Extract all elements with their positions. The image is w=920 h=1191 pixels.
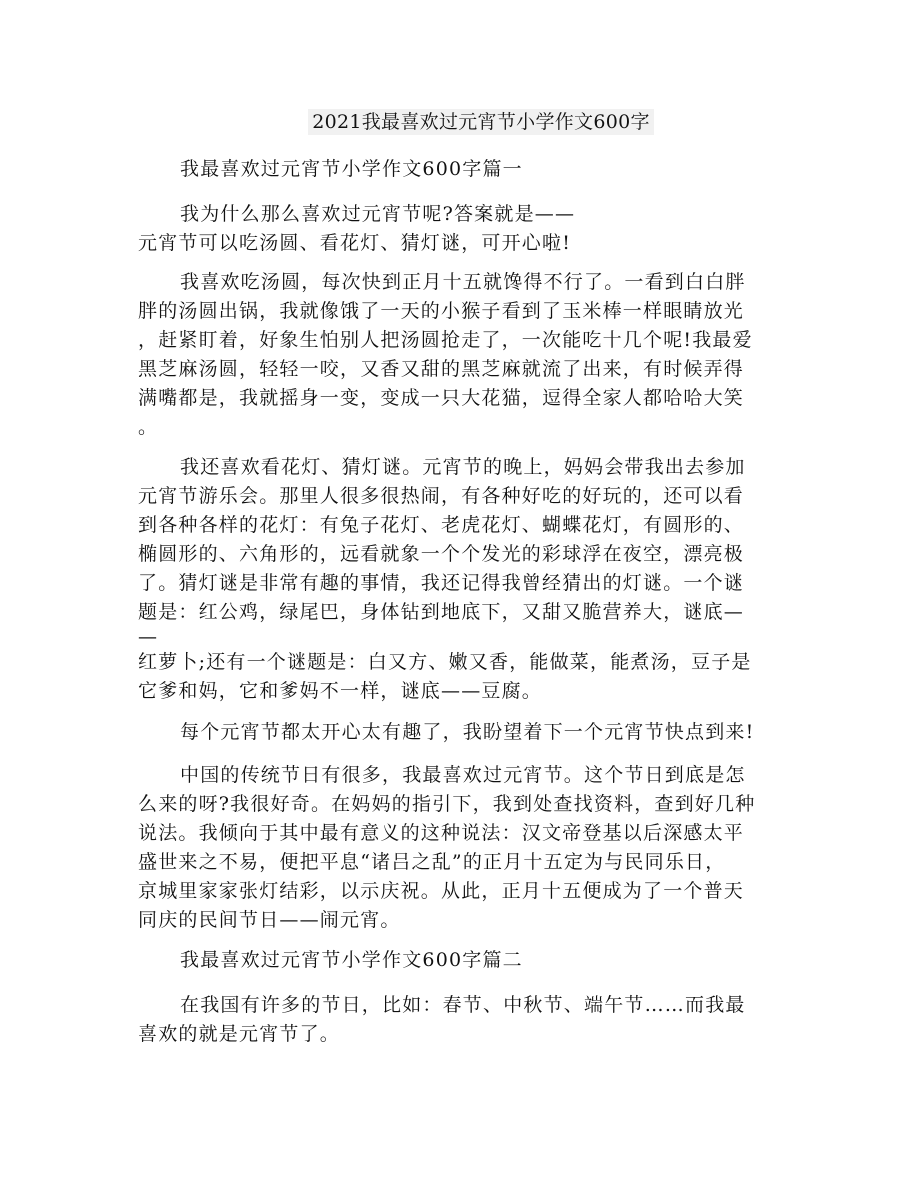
paragraph-line: 说法。我倾向于其中最有意义的这种说法：汉文帝登基以后深感太平	[138, 822, 745, 844]
paragraph-line: 每个元宵节都太开心太有趣了，我盼望着下一个元宵节快点到来!	[180, 721, 755, 743]
paragraph-line: 到各种各样的花灯：有兔子花灯、老虎花灯、蝴蝶花灯，有圆形的、	[138, 514, 745, 536]
paragraph-line: 在我国有许多的节日，比如：春节、中秋节、端午节……而我最	[180, 994, 746, 1016]
paragraph-line: 。	[138, 416, 159, 438]
paragraph-line: 胖的汤圆出锅，我就像饿了一天的小猴子看到了玉米棒一样眼睛放光	[138, 300, 745, 322]
section-heading-1: 我最喜欢过元宵节小学作文600字篇一	[180, 158, 523, 180]
paragraph-line: 京城里家家张灯结彩，以示庆祝。从此，正月十五便成为了一个普天	[138, 880, 745, 902]
paragraph-line: 满嘴都是，我就摇身一变，变成一只大花猫，逗得全家人都哈哈大笑	[138, 387, 745, 409]
paragraph-line: 了。猜灯谜是非常有趣的事情，我还记得我曾经猜出的灯谜。一个谜	[138, 572, 745, 594]
paragraph-line: 喜欢的就是元宵节了。	[138, 1023, 341, 1045]
paragraph-line: 红萝卜;还有一个谜题是：白又方、嫩又香，能做菜，能煮汤，豆子是	[138, 651, 752, 673]
document-title-text: 2021我最喜欢过元宵节小学作文600字	[308, 109, 654, 135]
paragraph-line: 元宵节游乐会。那里人很多很热闹，有各种好吃的好玩的，还可以看	[138, 485, 745, 507]
paragraph-line: 同庆的民间节日——闹元宵。	[138, 909, 401, 931]
paragraph-line: —	[138, 626, 159, 648]
paragraph-line: 我为什么那么喜欢过元宵节呢?答案就是——	[180, 203, 576, 225]
paragraph-line: 元宵节可以吃汤圆、看花灯、猜灯谜，可开心啦!	[138, 232, 572, 254]
paragraph-line: 我喜欢吃汤圆，每次快到正月十五就馋得不行了。一看到白白胖	[180, 271, 746, 293]
paragraph-line: 中国的传统节日有很多，我最喜欢过元宵节。这个节日到底是怎	[180, 764, 746, 786]
paragraph-line: 我还喜欢看花灯、猜灯谜。元宵节的晚上，妈妈会带我出去参加	[180, 456, 746, 478]
paragraph-line: ，赶紧盯着，好象生怕别人把汤圆抢走了，一次能吃十几个呢!我最爱	[138, 329, 753, 351]
paragraph-line: 它爹和妈，它和爹妈不一样，谜底——豆腐。	[138, 680, 543, 702]
section-heading-2: 我最喜欢过元宵节小学作文600字篇二	[180, 949, 523, 971]
paragraph-line: 么来的呀?我很好奇。在妈妈的指引下，我到处查找资料，查到好几种	[138, 793, 756, 815]
paragraph-line: 题是：红公鸡，绿尾巴，身体钻到地底下，又甜又脆营养大，谜底—	[138, 601, 745, 623]
paragraph-line: 椭圆形的、六角形的，远看就象一个个发光的彩球浮在夜空，漂亮极	[138, 543, 745, 565]
paragraph-line: 盛世来之不易，便把平息“诸吕之乱”的正月十五定为与民同乐日，	[138, 851, 726, 873]
paragraph-line: 黑芝麻汤圆，轻轻一咬，又香又甜的黑芝麻就流了出来，有时候弄得	[138, 358, 745, 380]
document-title	[0, 107, 920, 137]
